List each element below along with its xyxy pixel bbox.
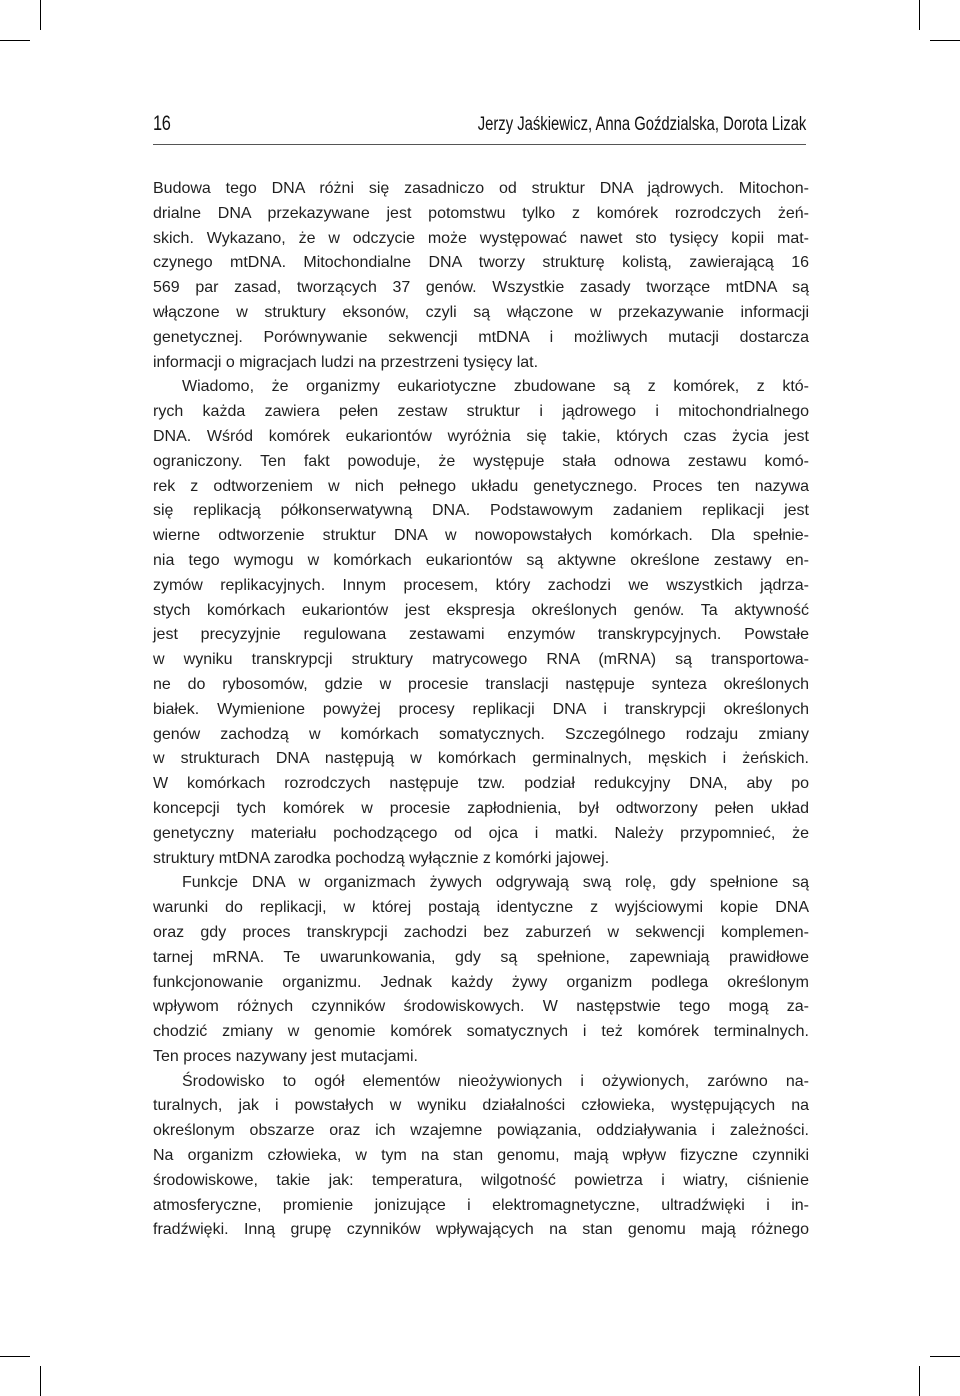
- text-line: turalnych, jak i powstałych w wyniku działalności człowieka, występujących na: [153, 1097, 809, 1115]
- text-line: wierne odtworzenie struktur DNA w nowopowstałych komórkach. Dla spełnie-: [153, 527, 809, 545]
- crop-mark-top-left-vertical: [40, 0, 41, 30]
- text-line: funkcjonowanie organizmu. Jednak każdy żywy organizm podlega określonym: [153, 973, 809, 991]
- text-line: ograniczony. Ten fakt powoduje, że występuje stała odnowa zestawu komó-: [153, 452, 809, 470]
- text-line: Wiadomo, że organizmy eukariotyczne zbudowane są z komórek, z któ-: [182, 378, 809, 396]
- text-line: zymów replikacyjnych. Innym procesem, który zachodzi we wszystkich jądrza-: [153, 576, 809, 594]
- crop-mark-top-right-horizontal: [930, 40, 960, 41]
- text-line: struktury mtDNA zarodka pochodzą wyłącznie z komórki jajowej.: [153, 849, 610, 867]
- text-line: w wyniku transkrypcji struktury matrycowego RNA (mRNA) są transportowa-: [153, 651, 809, 669]
- text-line: 569 par zasad, tworzących 37 genów. Wszystkie zasady tworzące mtDNA są: [153, 279, 809, 297]
- text-line: fradźwięki. Inną grupę czynników wpływających na stan genomu mają różnego: [153, 1221, 809, 1239]
- text-line: tarnej mRNA. Te uwarunkowania, gdy są spełnione, zapewniają prawidłowe: [153, 948, 809, 966]
- header-rule: [153, 144, 806, 145]
- text-line: czynego mtDNA. Mitochondialne DNA tworzy strukturę kolistą, zawierającą 16: [153, 254, 809, 272]
- text-line: włączone w struktury eksonów, czyli są włączone w przekazywanie informacji: [153, 303, 809, 321]
- text-line: nia tego wymogu w komórkach eukariontów są aktywne określone zestawy en-: [153, 551, 809, 569]
- text-line: chodzić zmiany w genomie komórek somatycznych i też komórek terminalnych.: [153, 1023, 809, 1041]
- text-line: genetycznej. Porównywanie sekwencji mtDNA i możliwych mutacji dostarcza: [153, 328, 809, 346]
- text-line: rek z odtworzeniem w nich pełnego układu genetycznego. Proces ten nazywa: [153, 477, 809, 495]
- text-line: rych każda zawiera pełen zestaw struktur i jądrowego i mitochondrialnego: [153, 403, 809, 421]
- text-line: określonym obszarze oraz ich wzajemne powiązania, oddziaływania i zależności.: [153, 1122, 809, 1140]
- text-line: oraz gdy proces transkrypcji zachodzi bez zaburzeń w sekwencji komplemen-: [153, 923, 809, 941]
- text-line: wpływom różnych czynników środowiskowych. W następstwie tego mogą za-: [153, 998, 809, 1016]
- text-line: ne do rybosomów, gdzie w procesie translacji następuje synteza określonych: [153, 675, 809, 693]
- text-line: stych komórkach eukariontów jest ekspresja określonych genów. Ta aktywność: [153, 601, 809, 619]
- text-line: atmosferyczne, promienie jonizujące i elektromagnetyczne, ultradźwięki i in-: [153, 1196, 809, 1214]
- text-line: jest precyzyjnie regulowana zestawami enzymów transkrypcyjnych. Powstałe: [153, 626, 809, 644]
- text-line: w strukturach DNA następują w komórkach germinalnych, męskich i żeńskich.: [153, 750, 809, 768]
- text-line: genów zachodzą w komórkach somatycznych. Szczególnego rodzaju zmiany: [153, 725, 809, 743]
- crop-mark-bottom-right-horizontal: [930, 1356, 960, 1357]
- text-line: skich. Wykazano, że w odczycie może występować nawet sto tysięcy kopii mat-: [153, 229, 809, 247]
- crop-mark-bottom-left-horizontal: [0, 1356, 30, 1357]
- page-header: [153, 112, 806, 144]
- text-line: warunki do replikacji, w której postają identyczne z wyjściowymi kopie DNA: [153, 899, 809, 917]
- page-number: 16: [153, 112, 171, 135]
- crop-mark-top-left-horizontal: [0, 40, 30, 41]
- text-line: Środowisko to ogół elementów nieożywionych i ożywionych, zarówno na-: [182, 1072, 809, 1090]
- text-line: genetyczny materiału pochodzącego od ojca i matki. Należy przypomnieć, że: [153, 824, 809, 842]
- text-line: Funkcje DNA w organizmach żywych odgrywają swą rolę, gdy spełnione są: [182, 874, 809, 892]
- crop-mark-top-right-vertical: [919, 0, 920, 30]
- text-line: drialne DNA przekazywane jest potomstwu tylko z komórek rozrodczych żeń-: [153, 204, 809, 222]
- text-line: Na organizm człowieka, w tym na stan genomu, mają wpływ fizyczne czynniki: [153, 1147, 809, 1165]
- crop-mark-bottom-right-vertical: [919, 1366, 920, 1396]
- text-line: białek. Wymienione powyżej procesy replikacji DNA i transkrypcji określonych: [153, 700, 809, 718]
- body-text: [153, 177, 809, 1243]
- text-line: W komórkach rozrodczych następuje tzw. podział redukcyjny DNA, aby po: [153, 775, 809, 793]
- crop-mark-bottom-left-vertical: [40, 1366, 41, 1396]
- running-head-authors: Jerzy Jaśkiewicz, Anna Goździalska, Dorota Lizak: [477, 114, 806, 135]
- text-line: się replikacją półkonserwatywną DNA. Podstawowym zadaniem replikacji jest: [153, 502, 809, 520]
- text-line: środowiskowe, takie jak: temperatura, wilgotność powietrza i wiatry, ciśnienie: [153, 1171, 809, 1189]
- text-line: Budowa tego DNA różni się zasadniczo od struktur DNA jądrowych. Mitochon-: [153, 180, 809, 197]
- text-line: informacji o migracjach ludzi na przestrzeni tysięcy lat.: [153, 353, 539, 371]
- text-line: koncepcji tych komórek w procesie zapłodnienia, był odtworzony pełen układ: [153, 799, 809, 817]
- text-line: DNA. Wśród komórek eukariontów wyróżnia się takie, których czas życia jest: [153, 427, 809, 445]
- text-line: Ten proces nazywany jest mutacjami.: [153, 1047, 418, 1065]
